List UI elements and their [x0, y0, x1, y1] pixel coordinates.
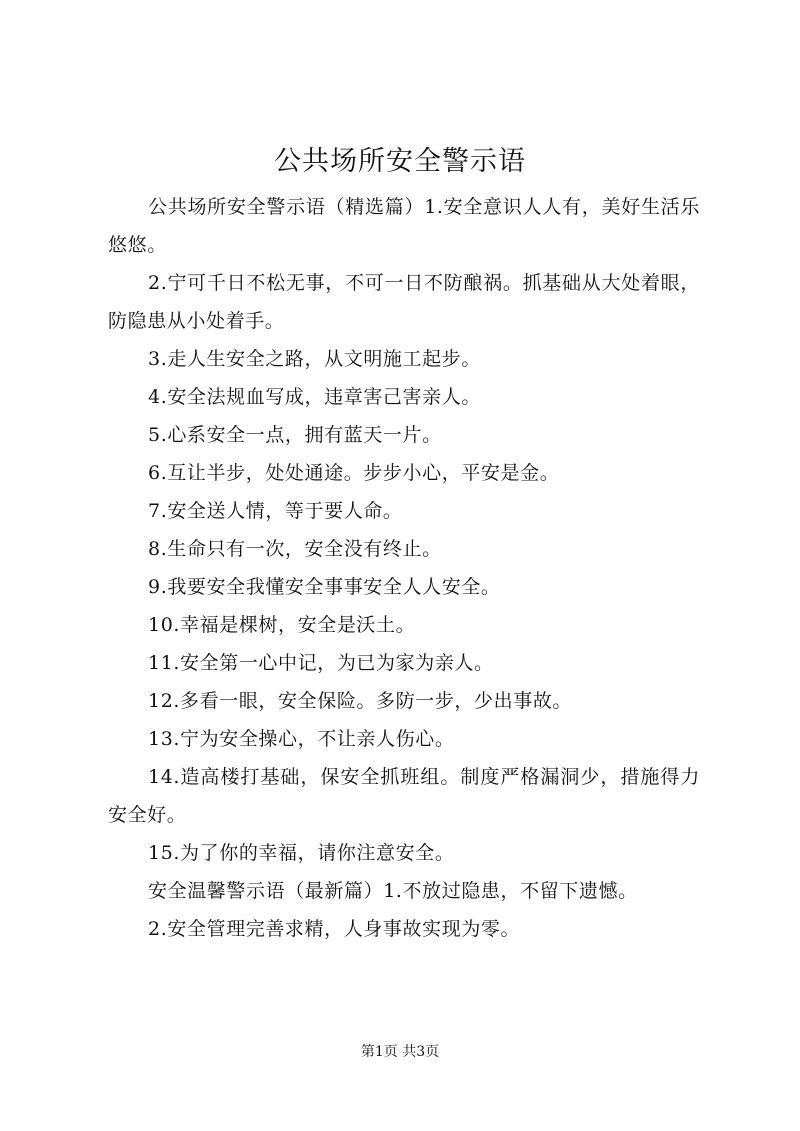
- page-footer: 第1页 共3页: [360, 1044, 440, 1060]
- paragraph: 4.安全法规血写成，违章害己害亲人。: [148, 386, 481, 408]
- paragraph: 15.为了你的幸福，请你注意安全。: [148, 842, 455, 864]
- paragraph: 8.生命只有一次，安全没有终止。: [148, 538, 442, 560]
- paragraph: 6.互让半步，处处通途。步步小心，平安是金。: [148, 462, 560, 484]
- paragraph: 14.造高楼打基础，保安全抓班组。制度严格漏洞少，措施得力安全好。: [108, 766, 700, 826]
- paragraph: 9.我要安全我懂安全事事安全人人安全。: [148, 576, 501, 598]
- paragraph: 12.多看一眼，安全保险。多防一步，少出事故。: [148, 690, 573, 712]
- paragraph: 2.宁可千日不松无事，不可一日不防酿祸。抓基础从大处着眼，防隐患从小处着手。: [108, 272, 700, 332]
- paragraph: 10.幸福是棵树，安全是沃土。: [148, 614, 416, 636]
- document-title: 公共场所安全警示语: [274, 146, 526, 177]
- paragraph: 13.宁为安全操心，不让亲人伤心。: [148, 728, 455, 750]
- paragraph: 7.安全送人情，等于要人命。: [148, 500, 403, 522]
- paragraph: 公共场所安全警示语（精选篇）1.安全意识人人有，美好生活乐悠悠。: [108, 196, 700, 256]
- paragraph: 安全温馨警示语（最新篇）1.不放过隐患，不留下遗憾。: [148, 880, 638, 902]
- paragraph: 3.走人生安全之路，从文明施工起步。: [148, 348, 481, 370]
- document-body: [108, 188, 700, 948]
- paragraph: 11.安全第一心中记，为已为家为亲人。: [148, 652, 494, 674]
- paragraph: 2.安全管理完善求精，人身事故实现为零。: [148, 918, 521, 940]
- paragraph: 5.心系安全一点，拥有蓝天一片。: [148, 424, 442, 446]
